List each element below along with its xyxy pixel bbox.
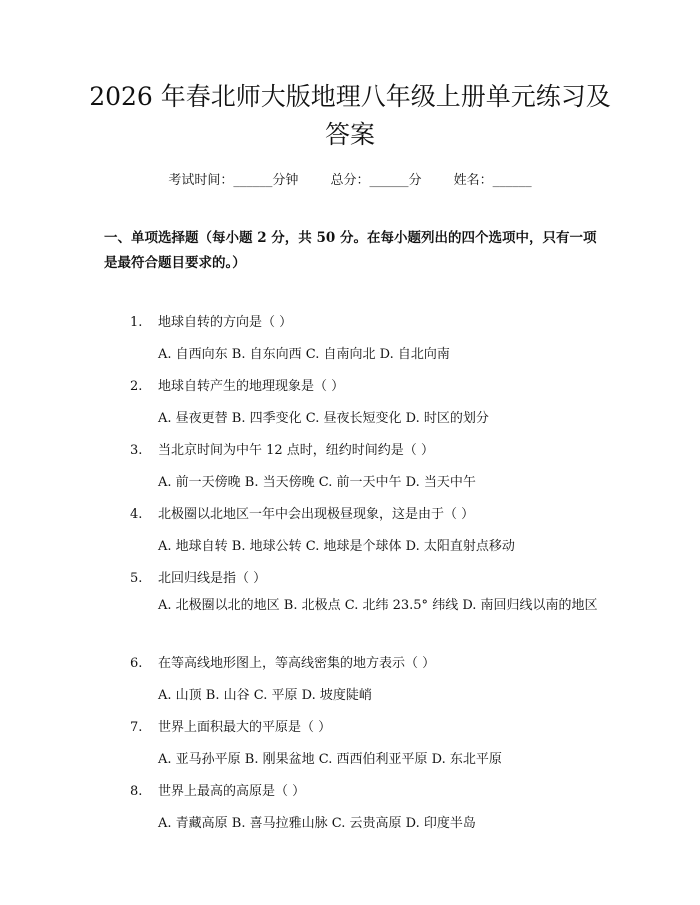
question-options: A. 青藏高原 B. 喜马拉雅山脉 C. 云贵高原 D. 印度半岛 <box>158 816 476 831</box>
question-item <box>130 311 292 330</box>
question-text: 在等高线地形图上，等高线密集的地方表示（ ） <box>158 656 436 671</box>
question-options: A. 山顶 B. 山谷 C. 平原 D. 坡度陡峭 <box>158 688 372 703</box>
question-item <box>130 652 435 671</box>
question-item <box>130 503 474 522</box>
question-number: 6. <box>130 656 143 671</box>
question-number: 1. <box>130 315 143 330</box>
page-title: 2026 年春北师大版地理八年级上册单元练习及答案 <box>89 82 611 149</box>
question-text: 世界上面积最大的平原是（ ） <box>158 720 332 735</box>
question-item <box>130 567 266 586</box>
question-text: 当北京时间为中午 12 点时，纽约时间约是（ ） <box>158 443 434 458</box>
question-number: 4. <box>130 507 143 522</box>
question-text: 世界上最高的高原是（ ） <box>158 784 306 799</box>
question-options: A. 前一天傍晚 B. 当天傍晚 C. 前一天中午 D. 当天中午 <box>158 475 476 490</box>
question-item <box>130 375 344 394</box>
question-number: 3. <box>130 443 143 458</box>
section-heading: 一、单项选择题（每小题 2 分，共 50 分。在每小题列出的四个选项中，只有一项是最符合题目要求的。） <box>104 230 597 271</box>
student-name: 姓名：______ <box>453 173 532 188</box>
question-text: 北极圈以北地区一年中会出现极昼现象，这是由于（ ） <box>158 507 475 522</box>
question-options: A. 亚马孙平原 B. 刚果盆地 C. 西西伯利亚平原 D. 东北平原 <box>158 752 502 767</box>
question-text: 北回归线是指（ ） <box>158 571 267 586</box>
question-item <box>130 780 305 799</box>
question-item <box>130 716 331 735</box>
question-options: A. 地球自转 B. 地球公转 C. 地球是个球体 D. 太阳直射点移动 <box>158 539 515 554</box>
exam-score: 总分：______分 <box>330 173 422 188</box>
question-options: A. 昼夜更替 B. 四季变化 C. 昼夜长短变化 D. 时区的划分 <box>158 411 489 426</box>
question-options: A. 北极圈以北的地区 B. 北极点 C. 北纬 23.5° 纬线 D. 南回归线以南的地区 <box>158 598 598 613</box>
question-text: 地球自转产生的地理现象是（ ） <box>158 379 345 394</box>
question-text: 地球自转的方向是（ ） <box>158 315 293 330</box>
exam-time: 考试时间：______分钟 <box>168 173 299 188</box>
question-options: A. 自西向东 B. 自东向西 C. 自南向北 D. 自北向南 <box>158 347 450 362</box>
exam-meta <box>0 169 700 188</box>
question-item <box>130 439 434 458</box>
question-number: 7. <box>130 720 143 735</box>
question-number: 5. <box>130 571 143 586</box>
question-number: 2. <box>130 379 143 394</box>
question-number: 8. <box>130 784 143 799</box>
